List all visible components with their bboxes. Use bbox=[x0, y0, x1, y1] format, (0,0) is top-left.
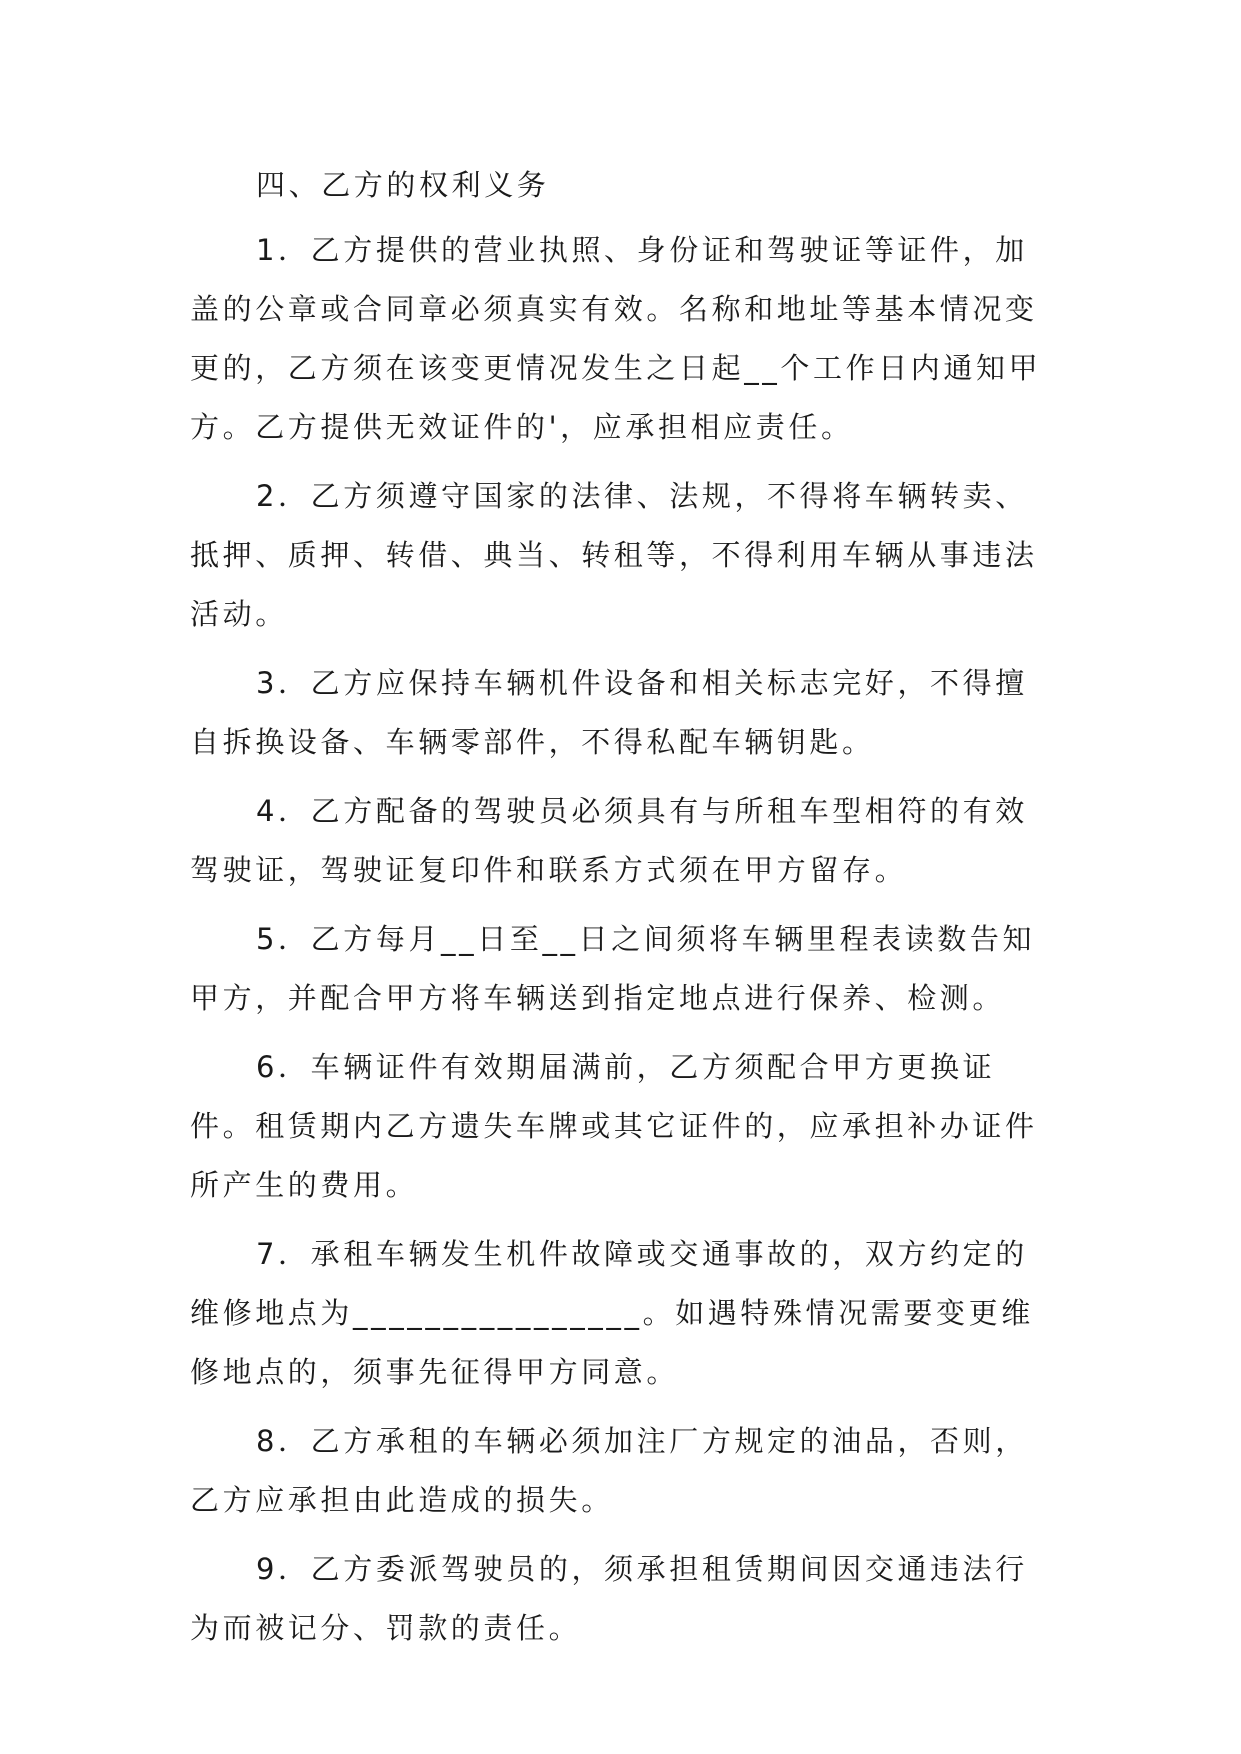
clause-5: 5．乙方每月__日至__日之间须将车辆里程表读数告知甲方，并配合甲方将车辆送到指定地点进行保养、检测。 bbox=[190, 922, 1036, 1015]
clause-6: 6．车辆证件有效期届满前，乙方须配合甲方更换证件。租赁期内乙方遗失车牌或其它证件的，应承担补办证件所产生的费用。 bbox=[190, 1050, 1038, 1202]
section-heading: 四、乙方的权利义务 bbox=[256, 168, 550, 202]
clause-8: 8．乙方承租的车辆必须加注厂方规定的油品，否则，乙方应承担由此造成的损失。 bbox=[190, 1424, 1028, 1517]
clause-9: 9．乙方委派驾驶员的，须承担租赁期间因交通违法行为而被记分、罚款的责任。 bbox=[190, 1552, 1028, 1645]
clause-4: 4．乙方配备的驾驶员必须具有与所租车型相符的有效驾驶证，驾驶证复印件和联系方式须在甲方留存。 bbox=[190, 794, 1028, 887]
clause-7: 7．承租车辆发生机件故障或交通事故的，双方约定的维修地点为________________。如遇特殊情况需要变更维修地点的，须事先征得甲方同意。 bbox=[190, 1237, 1034, 1389]
clause-3: 3．乙方应保持车辆机件设备和相关标志完好，不得擅自拆换设备、车辆零部件，不得私配车辆钥匙。 bbox=[190, 666, 1028, 759]
clause-1: 1．乙方提供的营业执照、身份证和驾驶证等证件，加盖的公章或合同章必须真实有效。名称和地址等基本情况变更的，乙方须在该变更情况发生之日起__个工作日内通知甲方。乙方提供无效证件的'，应承担相应责任。 bbox=[190, 233, 1042, 444]
document-body bbox=[190, 156, 1050, 1668]
clause-2: 2．乙方须遵守国家的法律、法规，不得将车辆转卖、抵押、质押、转借、典当、转租等，不得利用车辆从事违法活动。 bbox=[190, 479, 1038, 631]
